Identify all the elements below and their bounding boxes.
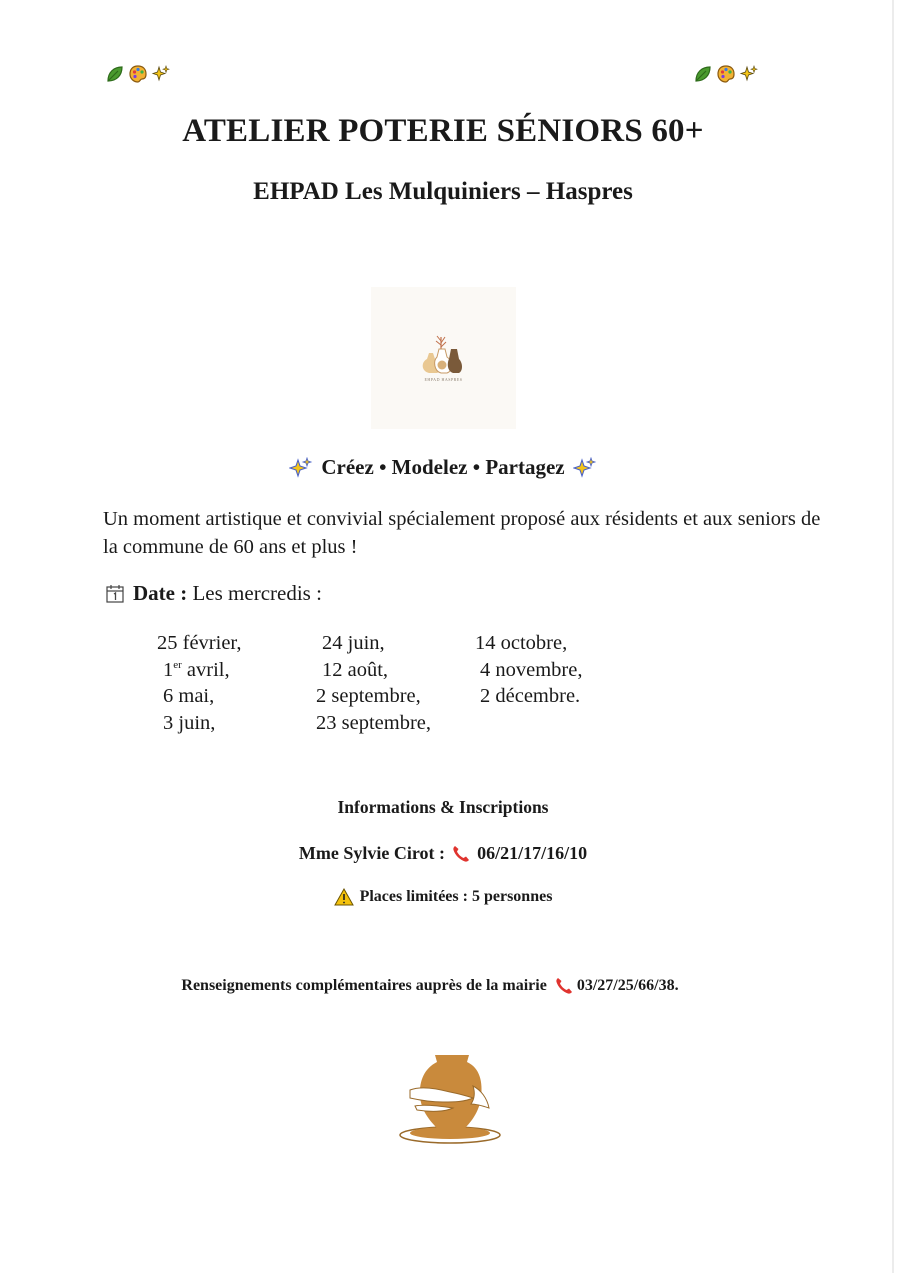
page-edge (892, 0, 894, 1273)
logo-caption: EHPAD HASPRES (424, 377, 463, 382)
sparkles-icon (739, 64, 759, 84)
places-limit-text: Places limitées : 5 personnes (359, 888, 553, 905)
date-line (105, 581, 322, 606)
leaf-icon (105, 64, 125, 84)
date-item: 14 octobre, (475, 632, 568, 654)
extra-info (0, 976, 860, 996)
page-subtitle: EHPAD Les Mulquiniers – Haspres (253, 178, 633, 205)
decoration-right (693, 64, 759, 84)
date-item: 25 février, (157, 632, 242, 654)
contact-phone[interactable]: 06/21/17/16/10 (477, 843, 588, 863)
sparkles-icon (289, 457, 313, 479)
contact-name: Mme Sylvie Cirot : (298, 843, 446, 863)
calendar-icon (105, 584, 125, 604)
places-limit (0, 888, 886, 906)
vases-illustration (371, 287, 516, 429)
sparkles-icon (573, 457, 597, 479)
decoration-left (105, 64, 171, 84)
date-item: 2 septembre, (316, 685, 421, 707)
dates-column-3 (475, 630, 582, 710)
date-item: 23 septembre, (316, 711, 431, 734)
info-title: Informations & Inscriptions (337, 797, 549, 817)
palette-icon (716, 64, 736, 84)
dates-column-2 (316, 630, 431, 736)
date-item: 3 juin, (163, 711, 216, 734)
date-item: 24 juin, (322, 632, 385, 654)
pottery-logo (371, 287, 516, 429)
leaf-icon (693, 64, 713, 84)
tagline-text: Créez • Modelez • Partagez (321, 455, 565, 479)
pottery-hands-icon (395, 1050, 510, 1150)
palette-icon (128, 64, 148, 84)
date-text: Les mercredis : (192, 581, 322, 605)
date-item: 12 août, (322, 658, 389, 681)
sparkles-icon (151, 64, 171, 84)
dates-column-1 (157, 630, 242, 736)
extra-text: Renseignements complémentaires auprès de la mairie (181, 977, 547, 994)
intro-paragraph: Un moment artistique et convivial spécialement proposé aux résidents et aux seniors de la commune de 60 ans et plus ! (103, 508, 821, 558)
phone-icon (451, 844, 471, 864)
warning-icon (334, 888, 354, 906)
mairie-phone[interactable]: 03/27/25/66/38. (576, 977, 679, 994)
pottery-wheel-illustration (395, 1050, 510, 1155)
phone-icon (554, 976, 574, 996)
date-item: 1er avril, (163, 658, 230, 681)
date-item: 2 décembre. (480, 685, 581, 707)
page-title: ATELIER POTERIE SÉNIORS 60+ (182, 113, 704, 149)
tagline (0, 455, 886, 480)
contact-line (0, 843, 886, 864)
date-item: 6 mai, (163, 685, 215, 707)
date-label: Date : (133, 581, 188, 605)
date-item: 4 novembre, (480, 658, 583, 681)
